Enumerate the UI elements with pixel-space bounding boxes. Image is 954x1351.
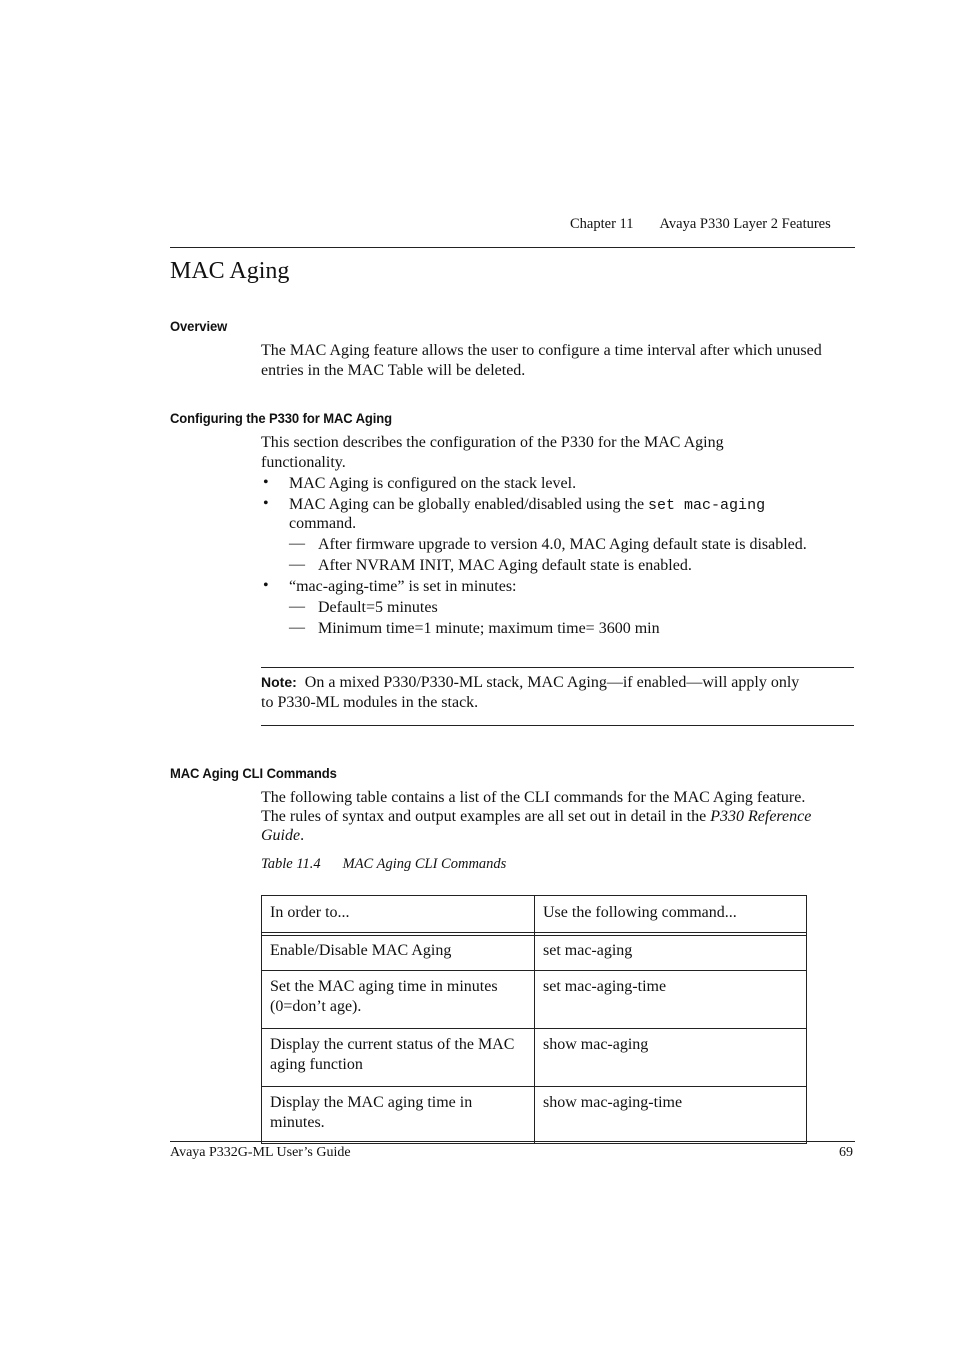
bullet-aging-time: “mac-aging-time” is set in minutes: (289, 578, 517, 595)
config-intro: This section describes the configuration of the P330 for the MAC Aging functionality. (261, 434, 724, 471)
dash-firmware-upgrade: After firmware upgrade to version 4.0, MAC Aging default state is disabled. (318, 536, 807, 553)
note-line-2: to P330-ML modules in the stack. (261, 694, 479, 711)
note-rule-top (261, 667, 854, 668)
cli-heading: MAC Aging CLI Commands (170, 765, 337, 781)
bullet-marker: • (263, 474, 269, 491)
page-number: 69 (839, 1145, 853, 1160)
note-line-1 (261, 673, 799, 693)
table-header-row (262, 896, 807, 933)
dash-nvram-init: After NVRAM INIT, MAC Aging default state is enabled. (318, 557, 692, 574)
dash-default: Default=5 minutes (318, 599, 438, 616)
dash-marker: — (289, 619, 305, 636)
table-row (262, 971, 807, 1029)
overview-heading: Overview (170, 318, 228, 334)
table-cell-command: set mac-aging-time (535, 971, 807, 1029)
page-title: MAC Aging (170, 258, 290, 284)
footer-rule (170, 1141, 855, 1142)
table-row (262, 935, 807, 971)
table-header-cell: Use the following command... (535, 896, 807, 933)
dash-marker: — (289, 535, 305, 552)
note-text-1: On a mixed P330/P330-ML stack, MAC Aging—if enabled—will apply only (304, 674, 800, 691)
cli-intro-period: . (300, 827, 305, 844)
cli-commands-table (261, 895, 807, 1144)
dash-marker: — (289, 598, 305, 615)
bullet-marker: • (263, 577, 269, 594)
table-cell-command: set mac-aging (535, 935, 807, 971)
config-heading: Configuring the P330 for MAC Aging (170, 410, 393, 426)
cli-intro-line-3 (261, 826, 304, 846)
table-caption-title: MAC Aging CLI Commands (342, 856, 507, 872)
cli-intro-line-1: The following table contains a list of the CLI commands for the MAC Aging feature. (261, 789, 806, 806)
note-label: Note: (261, 674, 297, 690)
bullet-global-enable (289, 495, 765, 516)
bullet-global-enable-cont: command. (289, 515, 357, 532)
bullet-global-enable-text: MAC Aging can be globally enabled/disabled using the (289, 496, 645, 513)
bullet-stack-level: MAC Aging is configured on the stack level. (289, 475, 577, 492)
table-cell-task: Enable/Disable MAC Aging (262, 935, 535, 971)
table-caption-number: Table 11.4 (261, 856, 321, 872)
reference-guide-title: P330 Reference (710, 808, 812, 825)
table-cell-command: show mac-aging (535, 1029, 807, 1087)
cli-intro-line-2-text: The rules of syntax and output examples are all set out in detail in the (261, 808, 707, 825)
reference-guide-title-cont: Guide (261, 827, 301, 844)
table-cell-command: show mac-aging-time (535, 1087, 807, 1144)
table-cell-task: Display the current status of the MAC aging function (262, 1029, 535, 1087)
overview-paragraph: The MAC Aging feature allows the user to configure a time interval after which unused entries in the MAC Table will be deleted. (261, 342, 822, 379)
table-cell-task: Set the MAC aging time in minutes (0=don’t age). (262, 971, 535, 1029)
header-rule (170, 247, 855, 248)
bullet-marker: • (263, 495, 269, 512)
set-mac-aging-code: set mac-aging (648, 497, 766, 514)
dash-min-max: Minimum time=1 minute; maximum time= 3600 min (318, 620, 660, 637)
dash-marker: — (289, 556, 305, 573)
header-chapter: Chapter 11 (570, 216, 634, 232)
table-row (262, 1087, 807, 1144)
header-title: Avaya P330 Layer 2 Features (659, 216, 831, 232)
table-header-cell: In order to... (262, 896, 535, 933)
table-row (262, 1029, 807, 1087)
cli-intro-line-2 (261, 807, 811, 827)
running-header (570, 216, 831, 233)
table-cell-task: Display the MAC aging time in minutes. (262, 1087, 535, 1144)
note-rule-bottom (261, 725, 854, 726)
footer-guide-title: Avaya P332G-ML User’s Guide (170, 1145, 351, 1160)
table-caption (261, 856, 506, 873)
